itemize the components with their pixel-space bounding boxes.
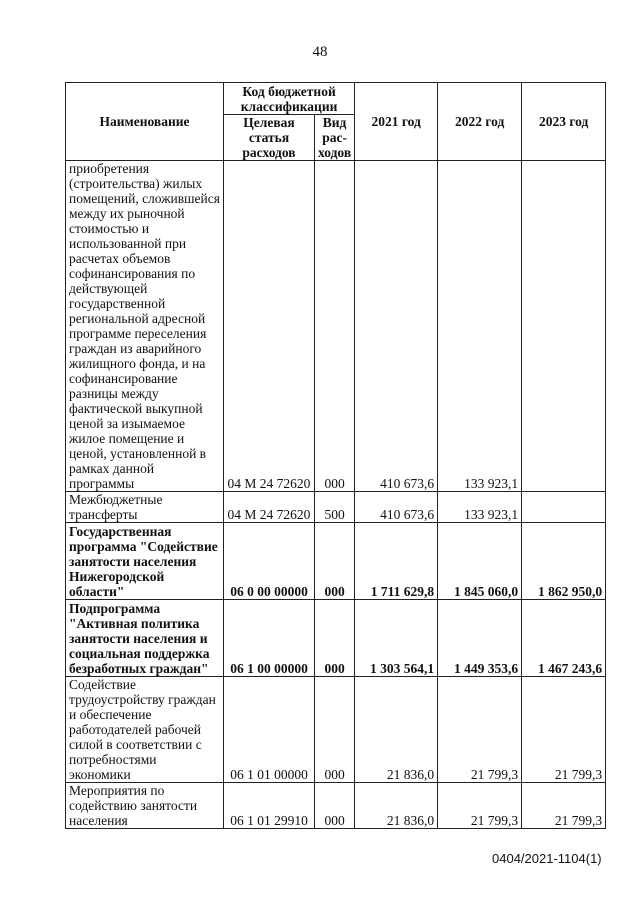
row-value-2021: 21 836,0 — [355, 677, 438, 783]
header-year-2022: 2022 год — [438, 83, 522, 161]
row-value-2021: 410 673,6 — [355, 492, 438, 523]
row-value-2022: 133 923,1 — [438, 161, 522, 492]
row-expense-kind: 500 — [315, 492, 355, 523]
table-row — [66, 161, 606, 492]
row-name: Содействие трудоустройству граждан и обеспечение работодателей рабочей силой в соответствии с потребностями экономики — [66, 677, 224, 783]
row-target-article: 06 0 00 00000 — [224, 523, 315, 600]
table-row — [66, 600, 606, 677]
row-value-2021: 1 711 629,8 — [355, 523, 438, 600]
table-row — [66, 492, 606, 523]
row-target-article: 06 1 01 29910 — [224, 783, 315, 829]
row-value-2022: 133 923,1 — [438, 492, 522, 523]
row-name: Подпрограмма "Активная политика занятости населения и социальная поддержка безработных граждан" — [66, 600, 224, 677]
row-value-2021: 410 673,6 — [355, 161, 438, 492]
row-expense-kind: 000 — [315, 523, 355, 600]
header-year-2023: 2023 год — [522, 83, 606, 161]
row-expense-kind: 000 — [315, 600, 355, 677]
budget-table — [65, 82, 606, 829]
row-value-2023: 1 467 243,6 — [522, 600, 606, 677]
row-expense-kind: 000 — [315, 677, 355, 783]
document-reference: 0404/2021-1104(1) — [492, 851, 602, 866]
row-value-2023: 21 799,3 — [522, 677, 606, 783]
row-target-article: 06 1 01 00000 — [224, 677, 315, 783]
row-value-2023 — [522, 492, 606, 523]
row-value-2021: 21 836,0 — [355, 783, 438, 829]
row-value-2022: 1 449 353,6 — [438, 600, 522, 677]
row-expense-kind: 000 — [315, 783, 355, 829]
row-target-article: 04 М 24 72620 — [224, 492, 315, 523]
table-row — [66, 523, 606, 600]
row-value-2023: 21 799,3 — [522, 783, 606, 829]
row-value-2023: 1 862 950,0 — [522, 523, 606, 600]
row-target-article: 04 М 24 72620 — [224, 161, 315, 492]
row-name: Межбюджетные трансферты — [66, 492, 224, 523]
table-row — [66, 677, 606, 783]
row-value-2022: 1 845 060,0 — [438, 523, 522, 600]
row-value-2023 — [522, 161, 606, 492]
page-number: 48 — [312, 44, 328, 60]
row-name: приобретения (строительства) жилых помещений, сложившейся между их рыночной стоимостью и использованной при расчетах объемов софинансирования по действующей государственной региональной адресной программе переселения граждан из аварийного жилищного фонда, и на софинансирование разницы между фактической выкупной ценой за изымаемое жилое помещение и ценой, установленной в рамках данной программы — [66, 161, 224, 492]
table-row — [66, 783, 606, 829]
table-header — [66, 83, 606, 161]
header-name: Наименование — [66, 83, 224, 161]
header-code-group: Код бюджетной классификации — [224, 83, 355, 115]
header-year-2021: 2021 год — [355, 83, 438, 161]
row-target-article: 06 1 00 00000 — [224, 600, 315, 677]
row-value-2021: 1 303 564,1 — [355, 600, 438, 677]
row-value-2022: 21 799,3 — [438, 677, 522, 783]
header-target-article: Целевая статья расходов — [224, 115, 315, 161]
row-value-2022: 21 799,3 — [438, 783, 522, 829]
row-expense-kind: 000 — [315, 161, 355, 492]
row-name: Мероприятия по содействию занятости населения — [66, 783, 224, 829]
row-name: Государственная программа "Содействие занятости населения Нижегородской области" — [66, 523, 224, 600]
header-expense-kind: Вид рас-ходов — [315, 115, 355, 161]
